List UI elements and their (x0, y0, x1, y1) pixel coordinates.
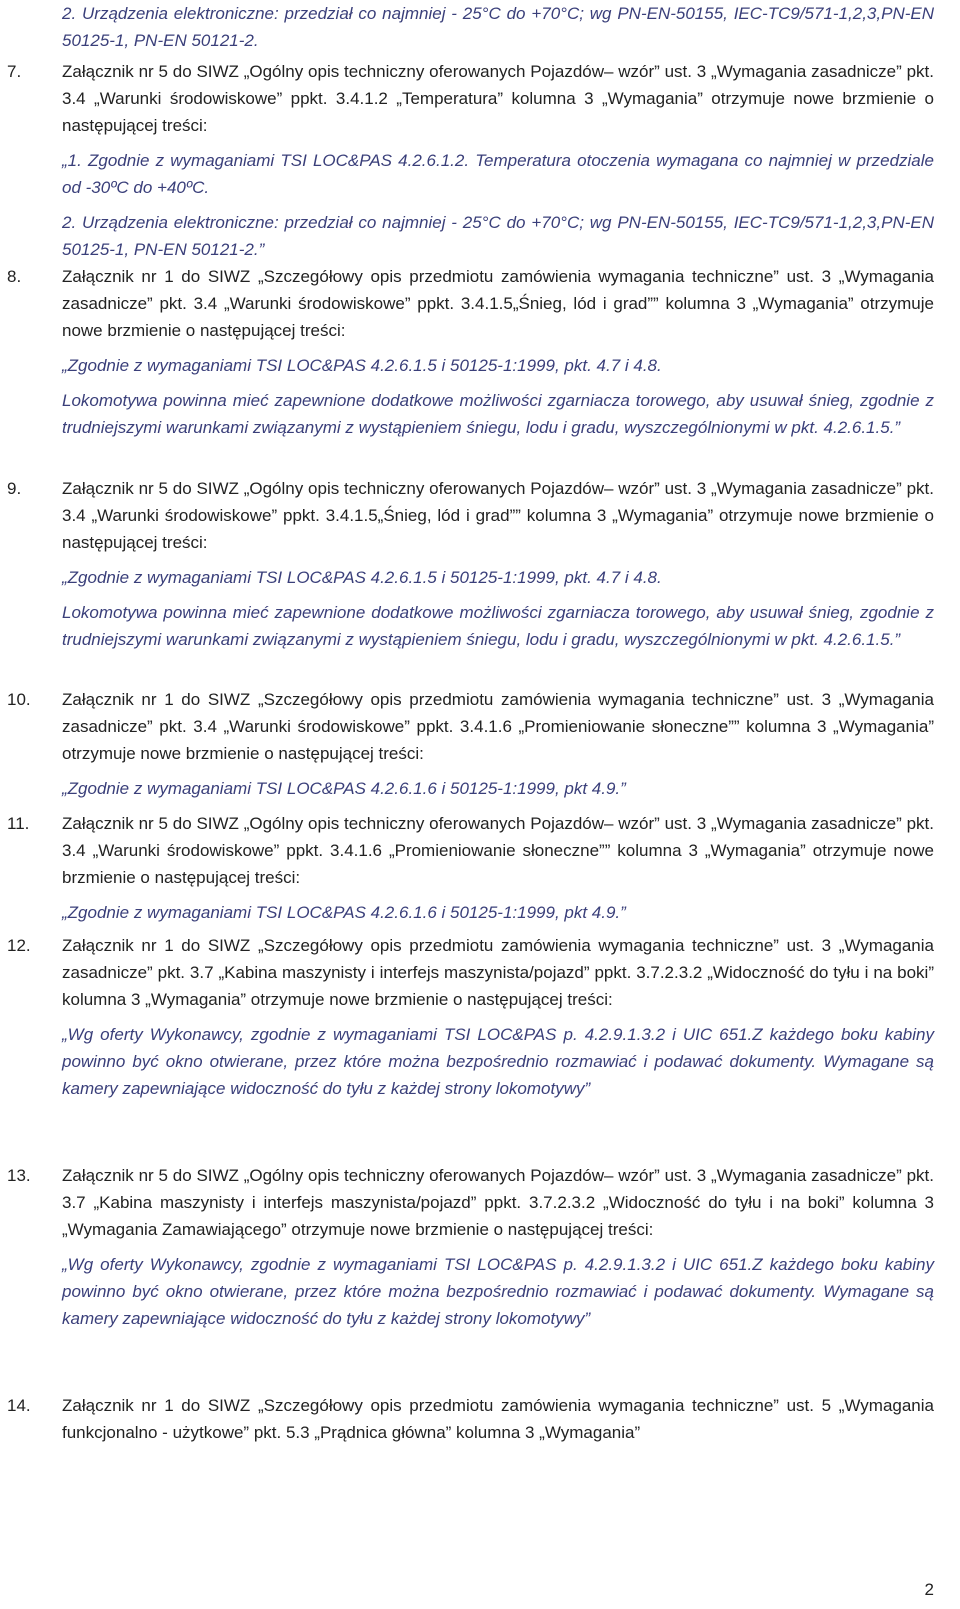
quote-line: „Zgodnie z wymaganiami TSI LOC&PAS 4.2.6.1.6 i 50125-1:1999, pkt 4.9.” (62, 903, 626, 922)
item-number: 10. (7, 690, 31, 709)
list-item-13 (0, 1162, 934, 1332)
quote-line: 2. Urządzenia elektroniczne: przedział co najmniej - 25°C do +70°C; wg PN-EN-50155, IEC-TC9/571-1,2,3,PN-EN 50125-1, PN-EN 50121-2.” (62, 213, 934, 259)
item-number: 11. (7, 814, 30, 833)
list-item-14 (0, 1392, 934, 1446)
item-number: 8. (7, 267, 22, 286)
item-number: 13. (7, 1166, 31, 1185)
quote-line: „Wg oferty Wykonawcy, zgodnie z wymaganiami TSI LOC&PAS p. 4.2.9.1.3.2 i UIC 651.Z każdego boku kabiny powinno być okno otwierane, przez które można bezpośrednio rozmawiać i podawać dokumenty. Wymagane są kamery zapewniające widoczność do tyłu z każdej strony lokomotywy” (62, 1255, 934, 1328)
item-number: 7. (7, 62, 22, 81)
list-item-10 (0, 686, 934, 802)
item-text: Załącznik nr 1 do SIWZ „Szczegółowy opis przedmiotu zamówienia wymagania techniczne” ust. 3 „Wymagania zasadnicze” pkt. 3.4 „Warunki środowiskowe” ppkt. 3.4.1.5„Śnieg, lód i grad”” kolumna 3 „Wymagania” otrzymuje nowe brzmienie o następującej treści: (62, 267, 934, 340)
item-text: Załącznik nr 1 do SIWZ „Szczegółowy opis przedmiotu zamówienia wymagania techniczne” ust. 5 „Wymagania funkcjonalno - użytkowe” pkt. 5.3 „Prądnica główna” kolumna 3 „Wymagania” (62, 1396, 934, 1442)
item-text: Załącznik nr 5 do SIWZ „Ogólny opis techniczny oferowanych Pojazdów– wzór” ust. 3 „Wymagania zasadnicze” pkt. 3.4 „Warunki środowiskowe” ppkt. 3.4.1.2 „Temperatura” kolumna 3 „Wymagania” otrzymuje nowe brzmienie o następującej treści: (62, 62, 934, 135)
item-text: Załącznik nr 1 do SIWZ „Szczegółowy opis przedmiotu zamówienia wymagania techniczne” ust. 3 „Wymagania zasadnicze” pkt. 3.7 „Kabina maszynisty i interfejs maszynista/pojazd” ppkt. 3.7.2.3.2 „Widoczność do tyłu i na boki” kolumna 3 „Wymagania” otrzymuje nowe brzmienie o następującej treści: (62, 936, 934, 1009)
quote-line: „1. Zgodnie z wymaganiami TSI LOC&PAS 4.2.6.1.2. Temperatura otoczenia wymagana co najmniej w przedziale od -30ºC do +40ºC. (62, 151, 934, 197)
quote-line: „Wg oferty Wykonawcy, zgodnie z wymaganiami TSI LOC&PAS p. 4.2.9.1.3.2 i UIC 651.Z każdego boku kabiny powinno być okno otwierane, przez które można bezpośrednio rozmawiać i podawać dokumenty. Wymagane są kamery zapewniające widoczność do tyłu z każdej strony lokomotywy” (62, 1025, 934, 1098)
list-item-7 (0, 58, 934, 263)
list-item-8 (0, 263, 934, 441)
quote-line: „Zgodnie z wymaganiami TSI LOC&PAS 4.2.6.1.5 i 50125-1:1999, pkt. 4.7 i 4.8. (62, 568, 662, 587)
item-text: Załącznik nr 1 do SIWZ „Szczegółowy opis przedmiotu zamówienia wymagania techniczne” ust. 3 „Wymagania zasadnicze” pkt. 3.4 „Warunki środowiskowe” ppkt. 3.4.1.6 „Promieniowanie słoneczne”” kolumna 3 „Wymagania” otrzymuje nowe brzmienie o następującej treści: (62, 690, 934, 763)
quote-line: „Zgodnie z wymaganiami TSI LOC&PAS 4.2.6.1.6 i 50125-1:1999, pkt 4.9.” (62, 779, 626, 798)
quote-line: „Zgodnie z wymaganiami TSI LOC&PAS 4.2.6.1.5 i 50125-1:1999, pkt. 4.7 i 4.8. (62, 356, 662, 375)
quote-line: Lokomotywa powinna mieć zapewnione dodatkowe możliwości zgarniacza torowego, aby usuwał śnieg, zgodnie z trudniejszymi warunkami związanymi z wystąpieniem śniegu, lodu i gradu, wyszczególnionymi w pkt. 4.2.6.1.5.” (62, 603, 934, 649)
item-text: Załącznik nr 5 do SIWZ „Ogólny opis techniczny oferowanych Pojazdów– wzór” ust. 3 „Wymagania zasadnicze” pkt. 3.4 „Warunki środowiskowe” ppkt. 3.4.1.5„Śnieg, lód i grad”” kolumna 3 „Wymagania” otrzymuje nowe brzmienie o następującej treści: (62, 479, 934, 552)
continuation-quote: 2. Urządzenia elektroniczne: przedział co najmniej - 25°C do +70°C; wg PN-EN-50155, IEC-TC9/571-1,2,3,PN-EN 50125-1, PN-EN 50121-2. (62, 4, 934, 50)
list-item-9 (0, 475, 934, 653)
item-number: 12. (7, 936, 31, 955)
page-number: 2 (924, 1580, 934, 1599)
item-number: 9. (7, 479, 22, 498)
list-item-11 (0, 810, 934, 926)
item-number: 14. (7, 1396, 31, 1415)
item-text: Załącznik nr 5 do SIWZ „Ogólny opis techniczny oferowanych Pojazdów– wzór” ust. 3 „Wymagania zasadnicze” pkt. 3.7 „Kabina maszynisty i interfejs maszynista/pojazd” ppkt. 3.7.2.3.2 „Widoczność do tyłu i na boki” kolumna 3 „Wymagania Zamawiającego” otrzymuje nowe brzmienie o następującej treści: (62, 1166, 934, 1239)
quote-line: Lokomotywa powinna mieć zapewnione dodatkowe możliwości zgarniacza torowego, aby usuwał śnieg, zgodnie z trudniejszymi warunkami związanymi z wystąpieniem śniegu, lodu i gradu, wyszczególnionymi w pkt. 4.2.6.1.5.” (62, 391, 934, 437)
item-text: Załącznik nr 5 do SIWZ „Ogólny opis techniczny oferowanych Pojazdów– wzór” ust. 3 „Wymagania zasadnicze” pkt. 3.4 „Warunki środowiskowe” ppkt. 3.4.1.6 „Promieniowanie słoneczne”” kolumna 3 „Wymagania” otrzymuje nowe brzmienie o następującej treści: (62, 814, 934, 887)
list-item-12 (0, 932, 934, 1102)
